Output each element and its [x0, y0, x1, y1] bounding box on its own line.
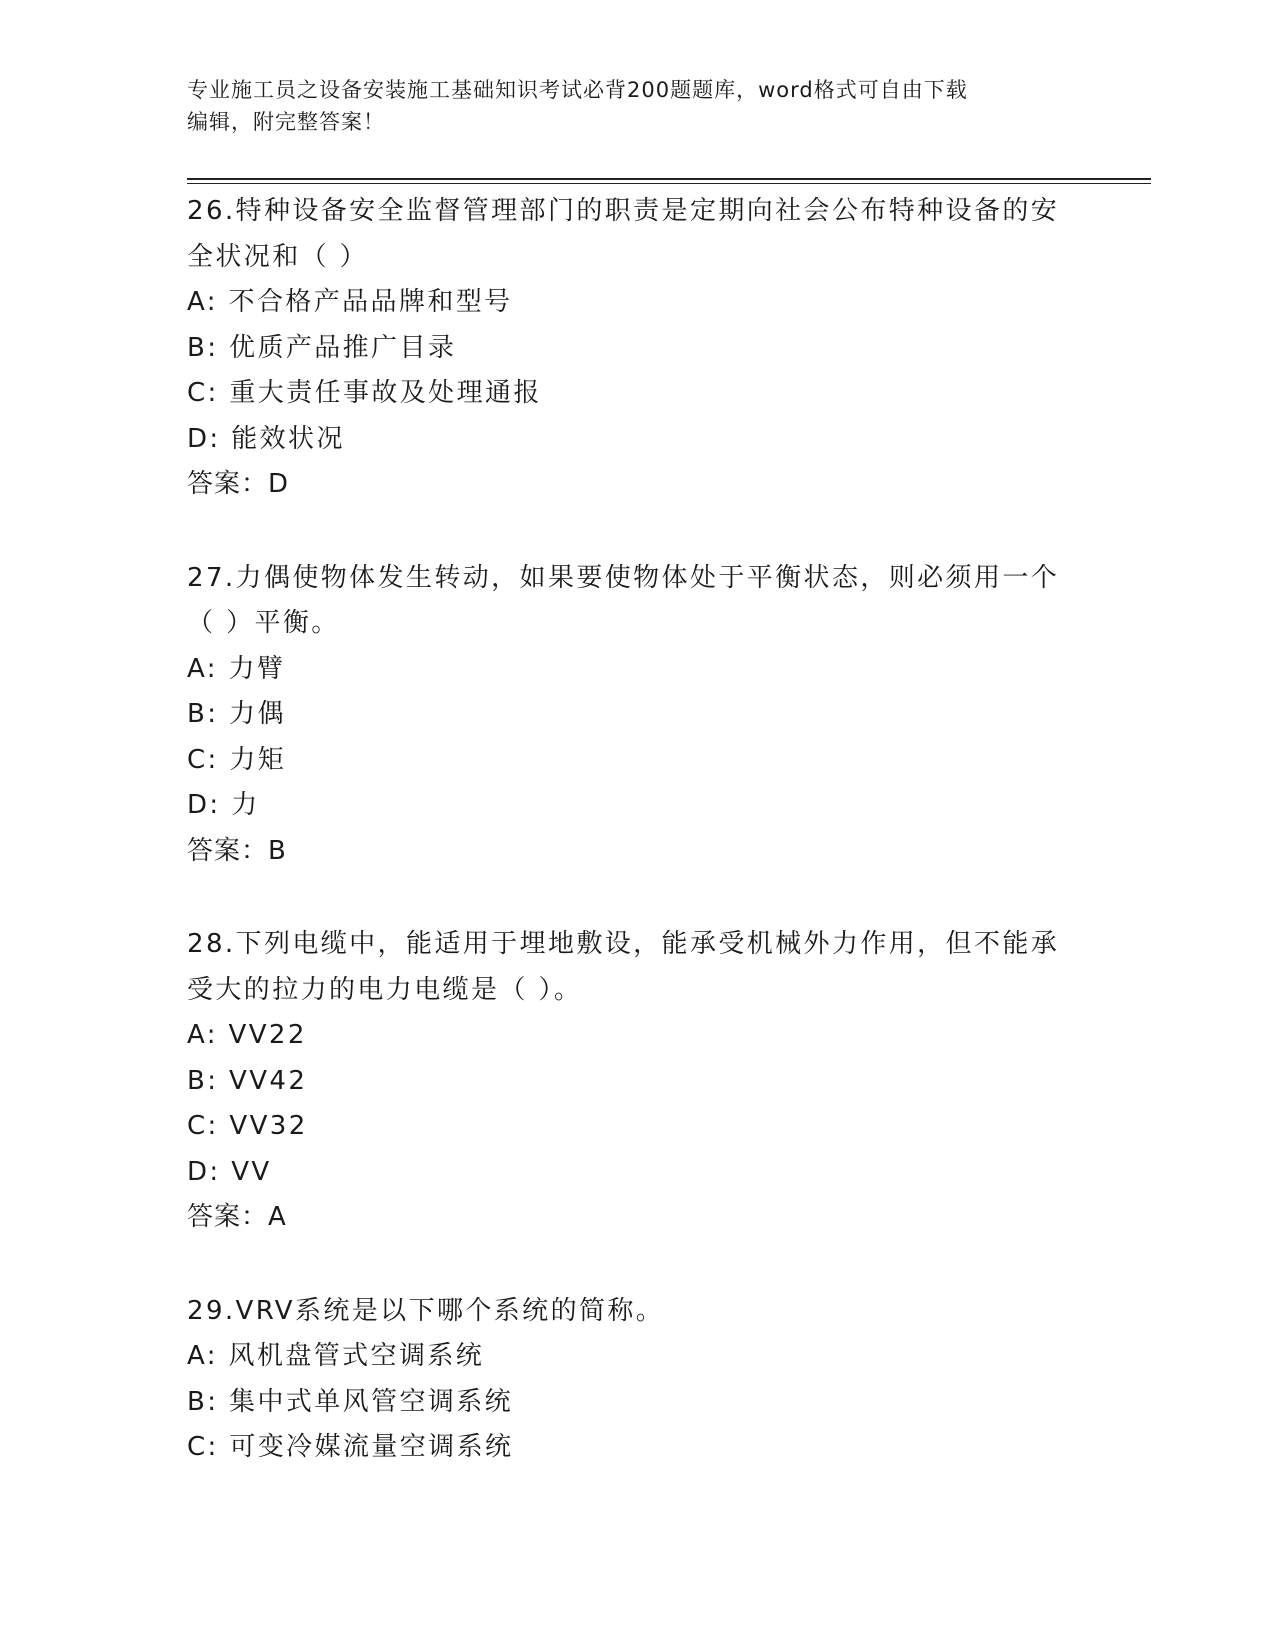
header-line-1: 专业施工员之设备安装施工基础知识考试必背200题题库，word格式可自由下载	[187, 78, 968, 102]
answer: 答案：B	[187, 835, 287, 866]
question-27	[187, 556, 1087, 875]
option-b: B: 力偶	[187, 699, 286, 729]
question-text: 26.特种设备安全监督管理部门的职责是定期向社会公布特种设备的安	[187, 196, 1060, 226]
question-text: 27.力偶使物体发生转动，如果要使物体处于平衡状态，则必须用一个	[187, 562, 1060, 593]
header-line-2: 编辑，附完整答案！	[187, 110, 385, 134]
option-a: A: 不合格产品品牌和型号	[187, 287, 513, 317]
document-header	[187, 74, 1087, 138]
header-divider-thick	[187, 178, 1151, 180]
answer: 答案：D	[187, 469, 290, 499]
option-b: B: 集中式单风管空调系统	[187, 1386, 514, 1417]
option-d: D: 力	[187, 790, 260, 820]
option-d: D: VV	[187, 1156, 272, 1187]
option-c: C: VV32	[187, 1111, 308, 1141]
option-b: B: VV42	[187, 1065, 308, 1096]
question-29	[187, 1289, 1087, 1471]
question-text: 受大的拉力的电力电缆是（ ）。	[187, 974, 583, 1005]
option-a: A: 力臂	[187, 653, 286, 684]
question-text: 28.下列电缆中，能适用于埋地敷设，能承受机械外力作用，但不能承	[187, 929, 1060, 959]
question-text: （ ）平衡。	[187, 608, 340, 638]
option-a: A: 风机盘管式空调系统	[187, 1341, 485, 1371]
question-list	[187, 189, 1087, 1519]
option-c: C: 可变冷媒流量空调系统	[187, 1432, 514, 1462]
question-text: 全状况和（ ）	[187, 241, 369, 272]
option-c: C: 力矩	[187, 744, 287, 775]
question-26	[187, 189, 1087, 508]
question-text: 29.VRV系统是以下哪个系统的简称。	[187, 1295, 665, 1326]
option-a: A: VV22	[187, 1020, 307, 1050]
option-b: B: 优质产品推广目录	[187, 332, 457, 363]
option-c: C: 重大责任事故及处理通报	[187, 378, 542, 408]
header-divider-thin	[187, 183, 1151, 184]
question-28	[187, 922, 1087, 1241]
option-d: D: 能效状况	[187, 423, 345, 454]
answer: 答案：A	[187, 1202, 287, 1232]
